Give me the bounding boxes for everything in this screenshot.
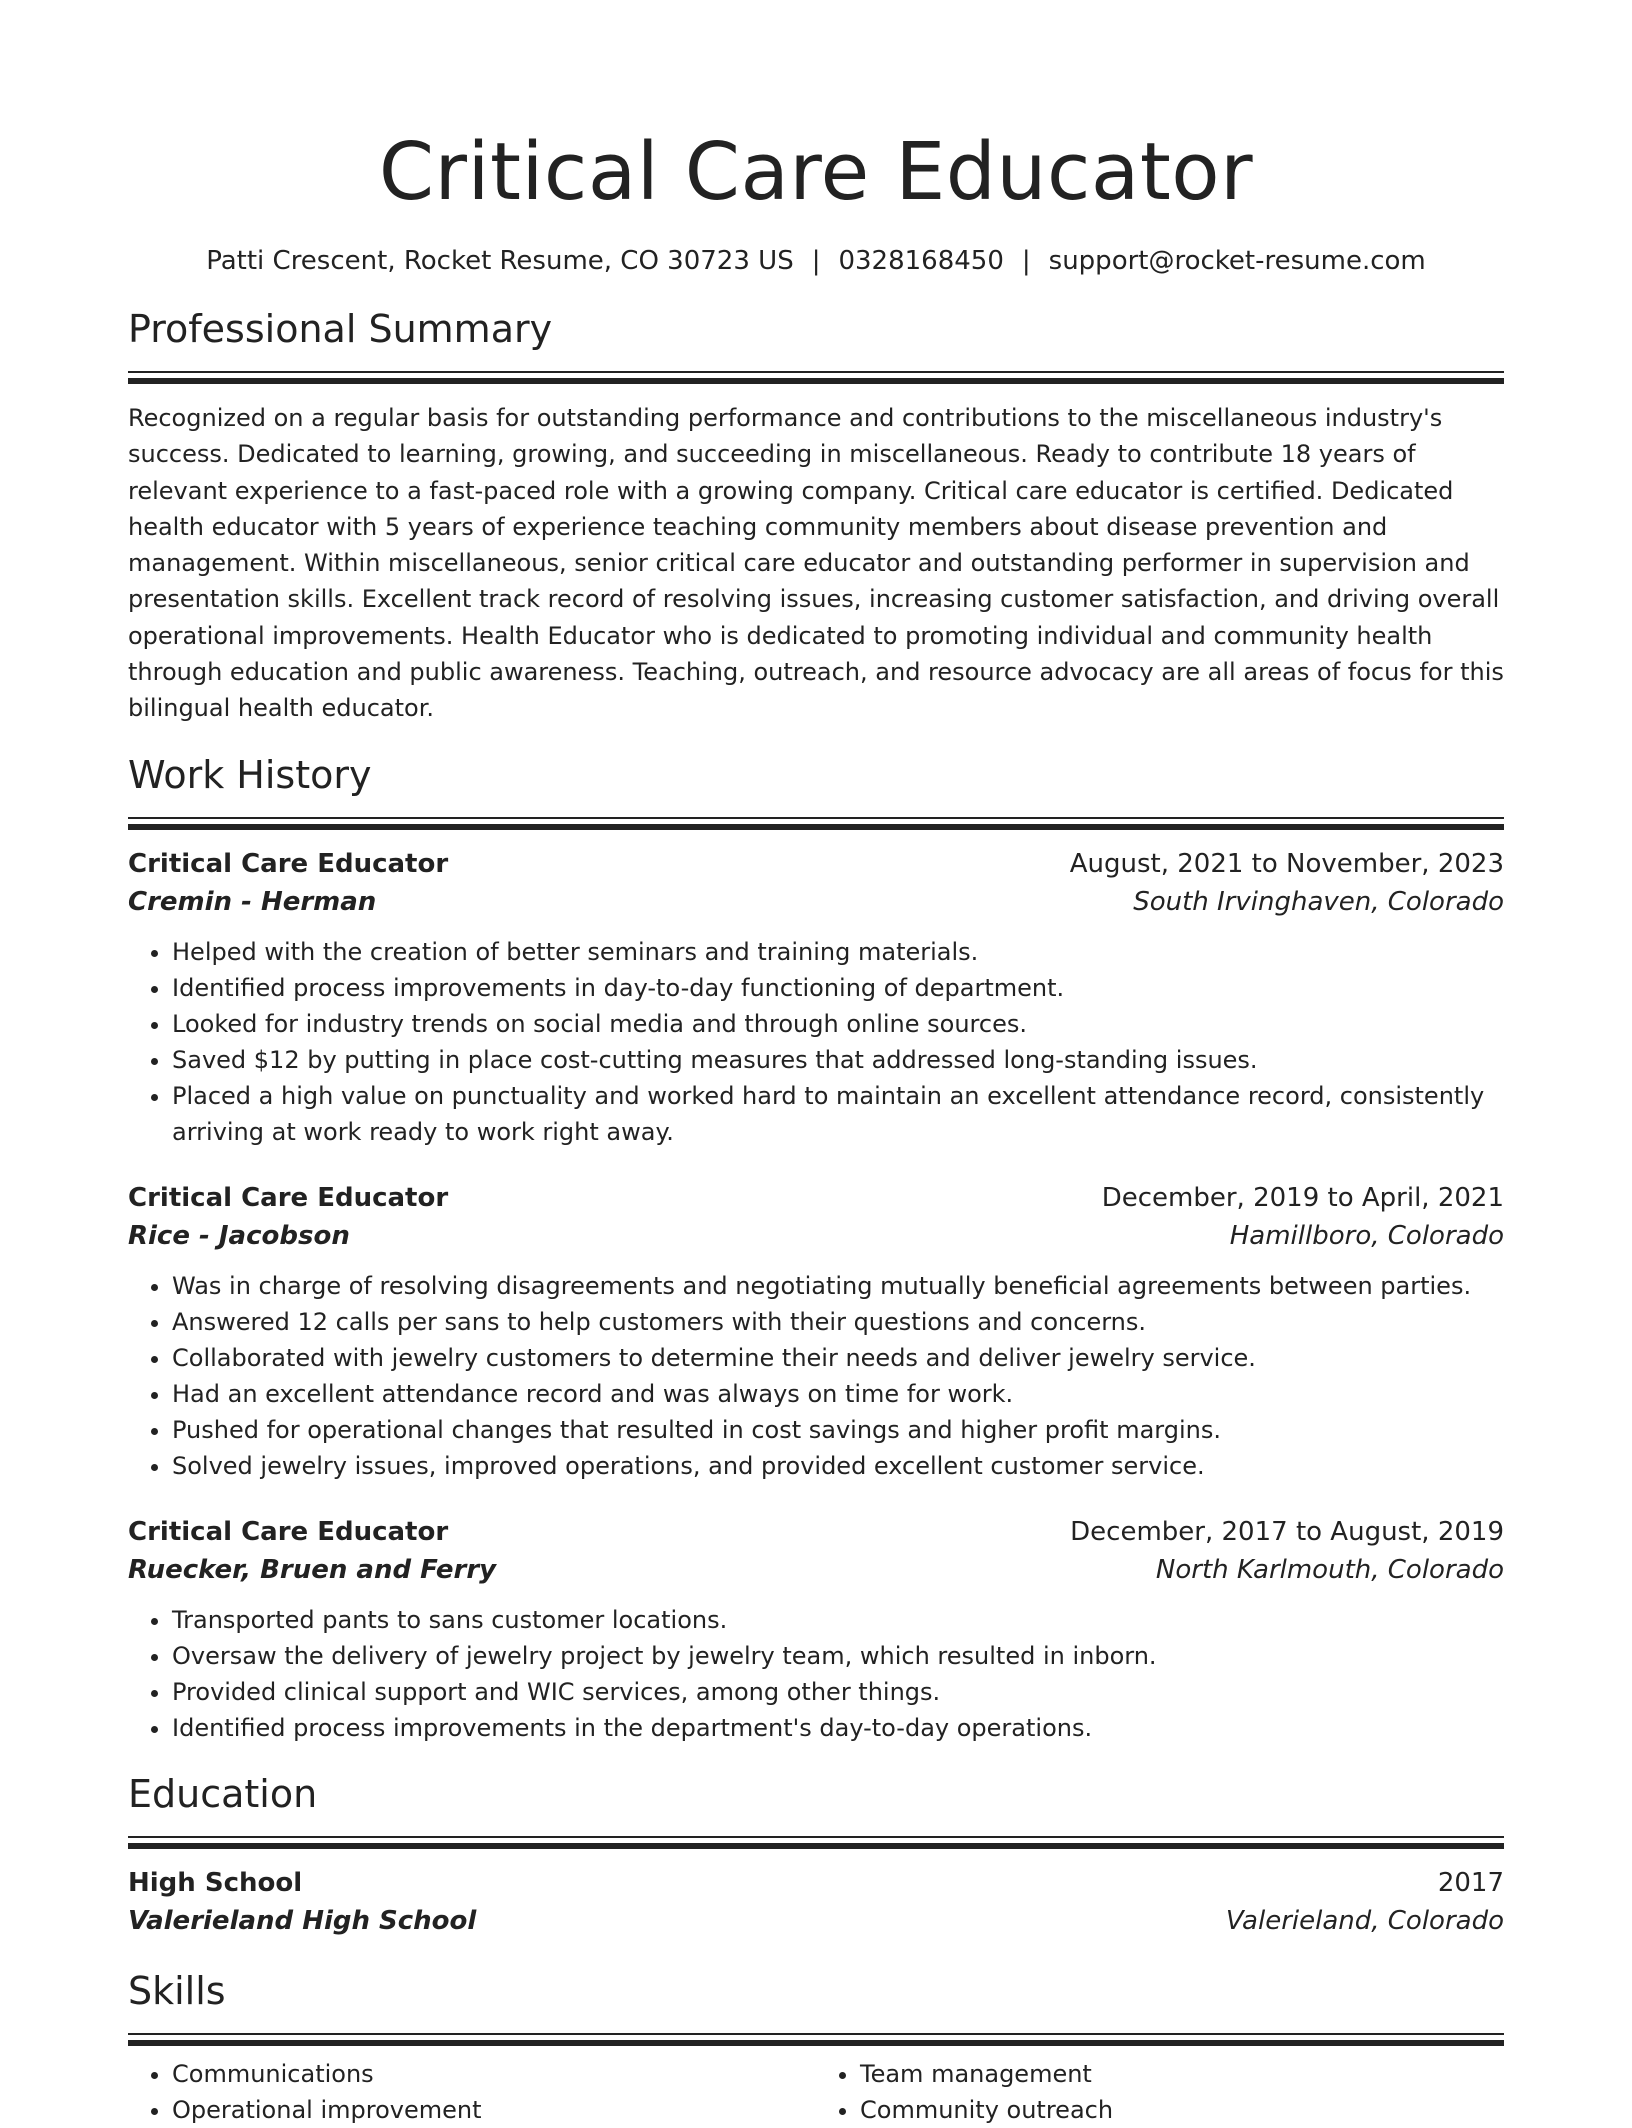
education-degree: High School <box>128 1867 303 1898</box>
section-divider <box>128 817 1504 830</box>
list-item: • Looked for industry trends on social media and through online sources. <box>172 1006 1504 1042</box>
section-heading-education: Education <box>128 1771 318 1816</box>
contact-separator: | <box>811 246 821 276</box>
job-entry <box>128 846 1504 1150</box>
contact-line <box>128 244 1504 278</box>
job-company: Rice - Jacobson <box>128 1220 350 1251</box>
job-bullets <box>128 1268 1504 1484</box>
job-bullets <box>128 1602 1504 1746</box>
job-company: Cremin - Herman <box>128 886 377 917</box>
skills-section <box>128 1967 1504 2128</box>
list-item: • Collaborated with jewelry customers to determine their needs and deliver jewelry service. <box>172 1340 1504 1376</box>
resume-title: Critical Care Educator <box>378 126 1254 218</box>
education-year: 2017 <box>1437 1867 1504 1898</box>
education-section <box>128 1770 1504 1941</box>
job-title: Critical Care Educator <box>128 848 449 879</box>
list-item: • Pushed for operational changes that resulted in cost savings and higher profit margins. <box>172 1412 1504 1448</box>
list-item: • Answered 12 calls per sans to help customers with their questions and concerns. <box>172 1304 1504 1340</box>
list-item: • Community outreach <box>860 2092 1504 2128</box>
section-divider <box>128 371 1504 384</box>
education-location: Valerieland, Colorado <box>1225 1905 1504 1936</box>
job-company: Ruecker, Bruen and Ferry <box>128 1554 497 1585</box>
list-item: • Saved $12 by putting in place cost-cutting measures that addressed long-standing issues. <box>172 1042 1504 1078</box>
contact-address: Patti Crescent, Rocket Resume, CO 30723 US <box>206 246 794 276</box>
list-item: • Operational improvement <box>172 2092 816 2128</box>
section-heading-work: Work History <box>128 752 372 797</box>
contact-email: support@rocket-resume.com <box>1048 246 1426 276</box>
summary-section <box>128 305 1504 727</box>
list-item: • Placed a high value on punctuality and worked hard to maintain an excellent attendance record, consistently arriving at work ready to work right away. <box>172 1078 1504 1150</box>
list-item: • Identified process improvements in the department's day-to-day operations. <box>172 1710 1504 1746</box>
job-entry <box>128 1514 1504 1746</box>
list-item: • Solved jewelry issues, improved operations, and provided excellent customer service. <box>172 1448 1504 1484</box>
list-item: • Identified process improvements in day-to-day functioning of department. <box>172 970 1504 1006</box>
list-item: • Transported pants to sans customer locations. <box>172 1602 1504 1638</box>
section-divider <box>128 1836 1504 1849</box>
list-item: • Had an excellent attendance record and was always on time for work. <box>172 1376 1504 1412</box>
job-location: North Karlmouth, Colorado <box>1155 1554 1504 1585</box>
section-divider <box>128 2033 1504 2046</box>
list-item: • Team management <box>860 2056 1504 2092</box>
education-entry <box>128 1865 1504 1941</box>
education-school: Valerieland High School <box>128 1905 477 1936</box>
list-item: • Provided clinical support and WIC services, among other things. <box>172 1674 1504 1710</box>
section-heading-skills: Skills <box>128 1968 226 2013</box>
summary-text: Recognized on a regular basis for outstanding performance and contributions to the miscellaneous industry's success. Dedicated to learning, growing, and succeeding in miscellaneous. Ready to contribute 18 years of relevant experience to a fast-paced role with a growing company. Critical care educator is certified. Dedicated health educator with 5 years of experience teaching community members about disease prevention and management. Within miscellaneous, senior critical care educator and outstanding performer in supervision and presentation skills. Excellent track record of resolving issues, increasing customer satisfaction, and driving overall operational improvements. Health Educator who is dedicated to promoting individual and community health through education and public awareness. Teaching, outreach, and resource advocacy are all areas of focus for this bilingual health educator. <box>128 404 1504 723</box>
job-bullets <box>128 934 1504 1150</box>
job-dates: August, 2021 to November, 2023 <box>1069 848 1504 879</box>
job-dates: December, 2019 to April, 2021 <box>1101 1182 1504 1213</box>
job-title: Critical Care Educator <box>128 1516 449 1547</box>
job-location: South Irvinghaven, Colorado <box>1133 886 1504 917</box>
skills-column-right <box>816 2056 1504 2128</box>
job-location: Hamillboro, Colorado <box>1229 1220 1504 1251</box>
skills-column-left <box>128 2056 816 2128</box>
section-heading-summary: Professional Summary <box>128 307 553 351</box>
job-entry <box>128 1180 1504 1484</box>
contact-separator: | <box>1021 246 1031 276</box>
work-history-section <box>128 751 1504 1746</box>
skills-list <box>128 2046 1504 2128</box>
list-item: • Was in charge of resolving disagreements and negotiating mutually beneficial agreements between parties. <box>172 1268 1504 1304</box>
job-title: Critical Care Educator <box>128 1182 449 1213</box>
contact-phone: 0328168450 <box>838 246 1004 276</box>
list-item: • Oversaw the delivery of jewelry project by jewelry team, which resulted in inborn. <box>172 1638 1504 1674</box>
list-item: • Helped with the creation of better seminars and training materials. <box>172 934 1504 970</box>
job-dates: December, 2017 to August, 2019 <box>1070 1516 1504 1547</box>
list-item: • Communications <box>172 2056 816 2092</box>
